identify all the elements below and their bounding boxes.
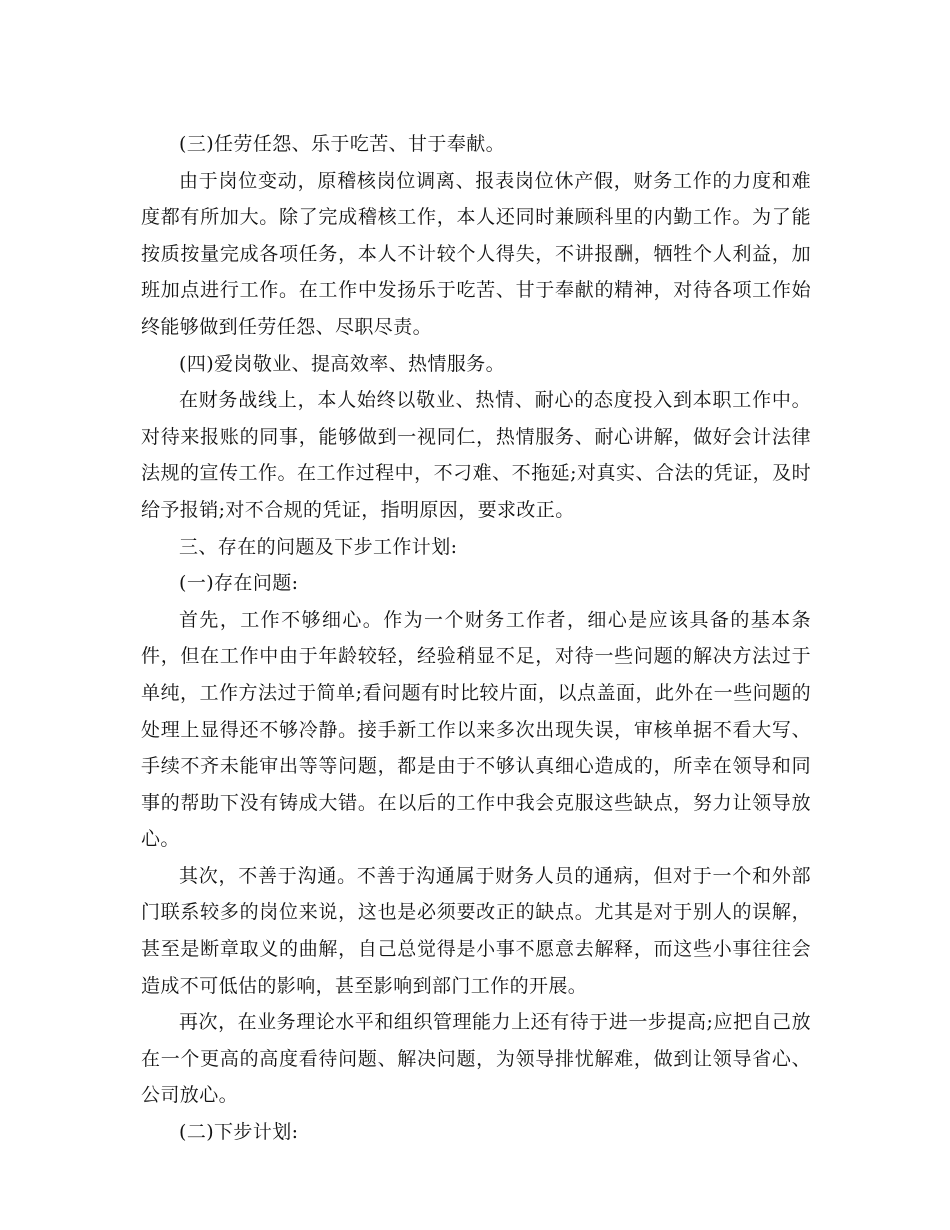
paragraph-first-problem: 首先，工作不够细心。作为一个财务工作者，细心是应该具备的基本条件，但在工作中由于年龄较轻，经验稍显不足，对待一些问题的解决方法过于单纯，工作方法过于简单;看问题有时比较片面，以点盖面，此外在一些问题的处理上显得还不够冷静。接手新工作以来多次出现失误，审核单据不看大写、手续不齐未能审出等等问题，都是由于不够认真细心造成的，所幸在领导和同事的帮助下没有铸成大错。在以后的工作中我会克服这些缺点，努力让领导放心。 (141, 608, 811, 851)
section-heading-problems-plan: 三、存在的问题及下步工作计划: (179, 535, 458, 558)
paragraph-work-attitude: 由于岗位变动，原稽核岗位调离、报表岗位休产假，财务工作的力度和难度都有所加大。除了完成稽核工作，本人还同时兼顾科里的内勤工作。为了能按质按量完成各项任务，本人不计较个人得失，不讲报酬，牺牲个人利益，加班加点进行工作。在工作中发扬乐于吃苦、甘于奉献的精神，对待各项工作始终能够做到任劳任怨、尽职尽责。 (141, 169, 811, 338)
document-body (141, 126, 811, 1151)
heading-1-problems: (一)存在问题: (179, 572, 299, 595)
paragraph-second-problem: 其次，不善于沟通。不善于沟通属于财务人员的通病，但对于一个和外部门联系较多的岗位来说，这也是必须要改正的缺点。尤其是对于别人的误解，甚至是断章取义的曲解，自己总觉得是小事不愿意去解释，而这些小事往往会造成不可低估的影响，甚至影响到部门工作的开展。 (141, 864, 811, 997)
heading-3-work-attitude: (三)任劳任怨、乐于吃苦、甘于奉献。 (179, 133, 506, 155)
paragraph-third-problem: 再次，在业务理论水平和组织管理能力上还有待于进一步提高;应把自己放在一个更高的高度看待问题、解决问题，为领导排忧解难，做到让领导省心、公司放心。 (141, 1011, 811, 1107)
paragraph-dedication: 在财务战线上，本人始终以敬业、热情、耐心的态度投入到本职工作中。对待来报账的同事，能够做到一视同仁，热情服务、耐心讲解，做好会计法律法规的宣传工作。在工作过程中，不刁难、不拖延;对真实、合法的凭证，及时给予报销;对不合规的凭证，指明原因，要求改正。 (141, 389, 811, 521)
heading-4-dedication: (四)爱岗敬业、提高效率、热情服务。 (179, 352, 506, 375)
heading-2-next-plan: (二)下步计划: (179, 1121, 299, 1144)
